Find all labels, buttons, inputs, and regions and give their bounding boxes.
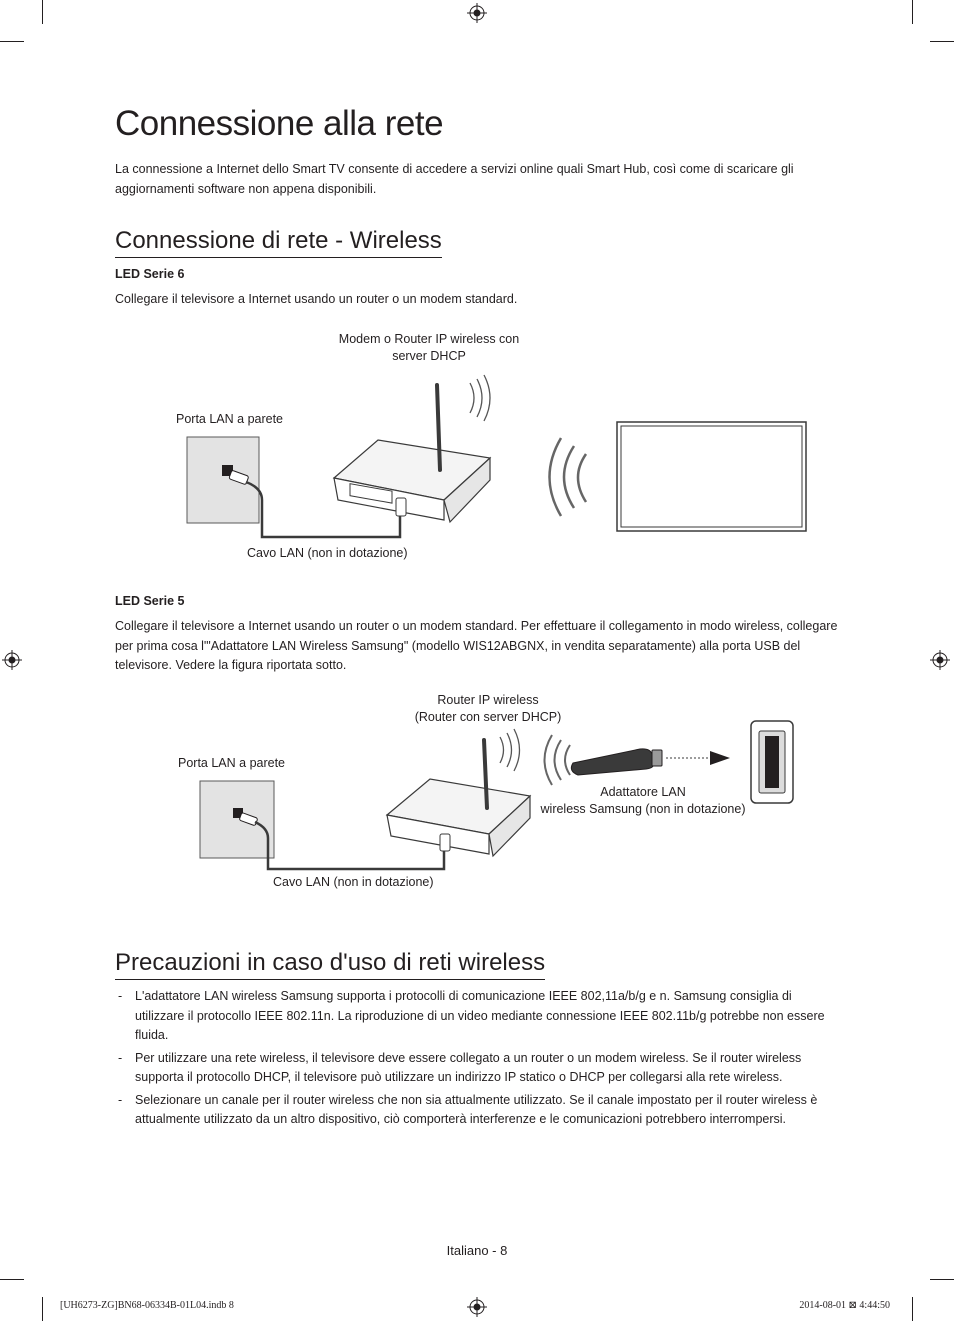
print-slug-timestamp: 2014-08-01 ⊠ 4:44:50	[799, 1300, 890, 1311]
led6-subheading: LED Serie 6	[115, 267, 185, 281]
diagram2-wall-label: Porta LAN a parete	[178, 756, 286, 770]
section-heading-precautions: Precauzioni in caso d'uso di reti wireless	[115, 948, 545, 980]
list-item-text: Selezionare un canale per il router wireless che non sia attualmente utilizzato. Se il canale impostato per il router wireless è attualmente utilizzato da un altro dispositivo, ciò comporterà interferenze e le comunicazioni potrebbero interrompersi.	[135, 1092, 818, 1126]
wireless-router-icon	[387, 729, 530, 856]
usb-port-icon	[751, 721, 793, 803]
diagram1-cable-label: Cavo LAN (non in dotazione)	[247, 546, 408, 560]
diagram2-adapter-label-line1: Adattatore LAN	[600, 785, 686, 799]
arrow-head-icon	[710, 751, 730, 765]
led5-subheading: LED Serie 5	[115, 594, 185, 608]
diagram1-wall-label: Porta LAN a parete	[176, 412, 284, 426]
list-item	[115, 987, 840, 1046]
bullet-dash: -	[118, 1050, 123, 1065]
list-item	[115, 1091, 840, 1130]
led6-paragraph: Collegare il televisore a Internet usando un router o un modem standard.	[115, 292, 518, 306]
list-item-text: L'adattatore LAN wireless Samsung supporta i protocolli di comunicazione IEEE 802,11a/b/g e n. Samsung consiglia di utilizzare il protocollo IEEE 802.11n. La riproduzione di un video mediante connessione IEEE 802.11b/g potrebbe non essere fluida.	[135, 989, 825, 1042]
bullet-dash: -	[118, 1092, 123, 1107]
page-number: Italiano - 8	[446, 1243, 508, 1258]
page-title: Connessione alla rete	[115, 104, 444, 143]
wall-lan-port-icon	[200, 781, 274, 858]
wifi-signal-icon	[545, 735, 571, 785]
bullet-dash: -	[118, 989, 123, 1003]
led5-paragraph: Collegare il televisore a Internet usando un router o un modem standard. Per effettuare il collegamento in modo wireless, collegare per prima cosa l'"Adattatore LAN Wireless Samsung" (modello WIS12ABGNX, in vendita separatamente) alla porta USB del televisore. Vedere la figura riportata sotto.	[115, 619, 838, 672]
intro-paragraph: La connessione a Internet dello Smart TV consente di accedere a servizi online quali Smart Hub, così come di scaricare gli aggiornamenti software non appena disponibili.	[115, 162, 794, 196]
diagram2-adapter-label-line2: wireless Samsung (non in dotazione)	[540, 802, 746, 816]
list-item	[115, 1049, 840, 1088]
usb-adapter-icon	[571, 749, 662, 775]
list-item-text: Per utilizzare una rete wireless, il televisore deve essere collegato a un router o un modem wireless. Se il router wireless supporta il protocollo DHCP, il televisore può utilizzare un indirizzo IP statico o DHCP per collegarsi alla rete wireless.	[135, 1050, 802, 1084]
diagram2-router-label-line2: (Router con server DHCP)	[414, 710, 562, 724]
print-slug-file: [UH6273-ZG]BN68-06334B-01L04.indb 8	[60, 1300, 234, 1311]
diagram1-router-label-line2: server DHCP	[392, 349, 466, 363]
diagram2-cable-label: Cavo LAN (non in dotazione)	[273, 875, 434, 889]
precautions-list	[115, 987, 840, 1133]
section-heading-wireless: Connessione di rete - Wireless	[115, 226, 442, 258]
diagram2-router-label-line1: Router IP wireless	[437, 693, 539, 707]
diagram1-router-label-line1: Modem o Router IP wireless con	[338, 332, 520, 346]
